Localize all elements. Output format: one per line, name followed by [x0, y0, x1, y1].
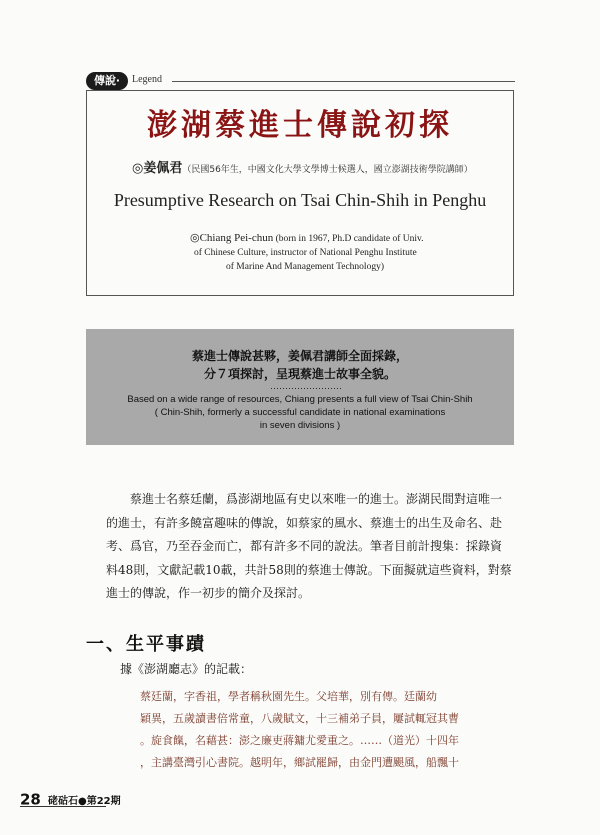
header-rule: [172, 81, 515, 82]
quote-line: 蔡廷蘭，字香祖，學者稱秋園先生。父培華，別有傳。廷蘭幼: [140, 690, 437, 703]
legend-label: Legend: [132, 74, 162, 85]
article-title-en: Presumptive Research on Tsai Chin-Shih in Penghu: [113, 190, 487, 210]
author-en: [190, 231, 510, 274]
author-cn-note: （民國56年生，中國文化大學文學博士候選人，國立澎湖技術學院講師）: [182, 165, 473, 175]
quoted-passage: [140, 686, 520, 774]
author-en-line2: of Chinese Culture, instructor of National Penghu Institute: [194, 248, 417, 258]
body-line: 料48則，文獻記載10載，共計58則的蔡進士傳說。下面擬就這些資料，對蔡: [106, 562, 512, 577]
abstract-cn: [86, 347, 514, 383]
quote-line: ，主講臺灣引心書院。越明年，鄉試罷歸，由金門遭颶風，船飄十: [140, 756, 459, 769]
section-heading: 一、生平事蹟: [86, 634, 206, 655]
body-line: 進士的傳說，作一初步的簡介及探討。: [106, 586, 311, 601]
abstract-en: [86, 393, 514, 432]
abstract-en-line2: ( Chin-Shih, formerly a successful candidate in national examinations: [154, 407, 446, 418]
body-line: 考、爲官，乃至吞金而亡，都有許多不同的說法。筆者目前計搜集：採錄資: [106, 539, 503, 554]
abstract-cn-line1: 蔡進士傳說甚夥，姜佩君講師全面採錄，: [191, 349, 408, 363]
section-intro: 據《澎湖廳志》的記載：: [120, 662, 253, 676]
author-en-line1: (born in 1967, Ph.D candidate of Univ.: [273, 234, 424, 244]
quote-line: 。旋食餼，名藉甚：澎之廉吏蔣鏞尤愛重之。……（道光）十四年: [140, 734, 459, 747]
body-line: 的進士，有許多饒富趣味的傳說，如蔡家的風水、蔡進士的出生及命名、赴: [106, 515, 503, 530]
author-cn: [132, 157, 473, 176]
abstract-box: [86, 329, 514, 445]
abstract-cn-line2: 分７項探討，呈現蔡進士故事全貌。: [203, 367, 396, 381]
abstract-divider: ‥‥‥‥‥‥‥‥‥‥‥‥: [269, 382, 343, 392]
quote-line: 穎異，五歲讀書倍常童，八歲賦文，十三補弟子員，屢試輒冠其曹: [140, 712, 459, 725]
body-paragraph: [106, 488, 516, 606]
author-cn-name: ◎姜佩君: [132, 161, 183, 176]
section-tag: 傳說‧: [86, 72, 128, 90]
author-en-name: ◎Chiang Pei-chun: [190, 232, 274, 244]
author-en-line3: of Marine And Management Technology): [226, 262, 384, 272]
page-number: 28: [20, 790, 41, 809]
body-line: 蔡進士名蔡廷蘭，爲澎湖地區有史以來唯一的進士。澎湖民間對這唯一: [130, 492, 503, 506]
abstract-en-line3: in seven divisions ): [259, 420, 341, 431]
footer-rule: [20, 806, 106, 807]
abstract-en-line1: Based on a wide range of resources, Chiang presents a full view of Tsai Chin-Shih: [127, 394, 473, 405]
article-title-cn: 澎湖蔡進士傳說初探: [147, 108, 453, 143]
magazine-issue: 硓𥑮石●第22期: [47, 796, 121, 807]
